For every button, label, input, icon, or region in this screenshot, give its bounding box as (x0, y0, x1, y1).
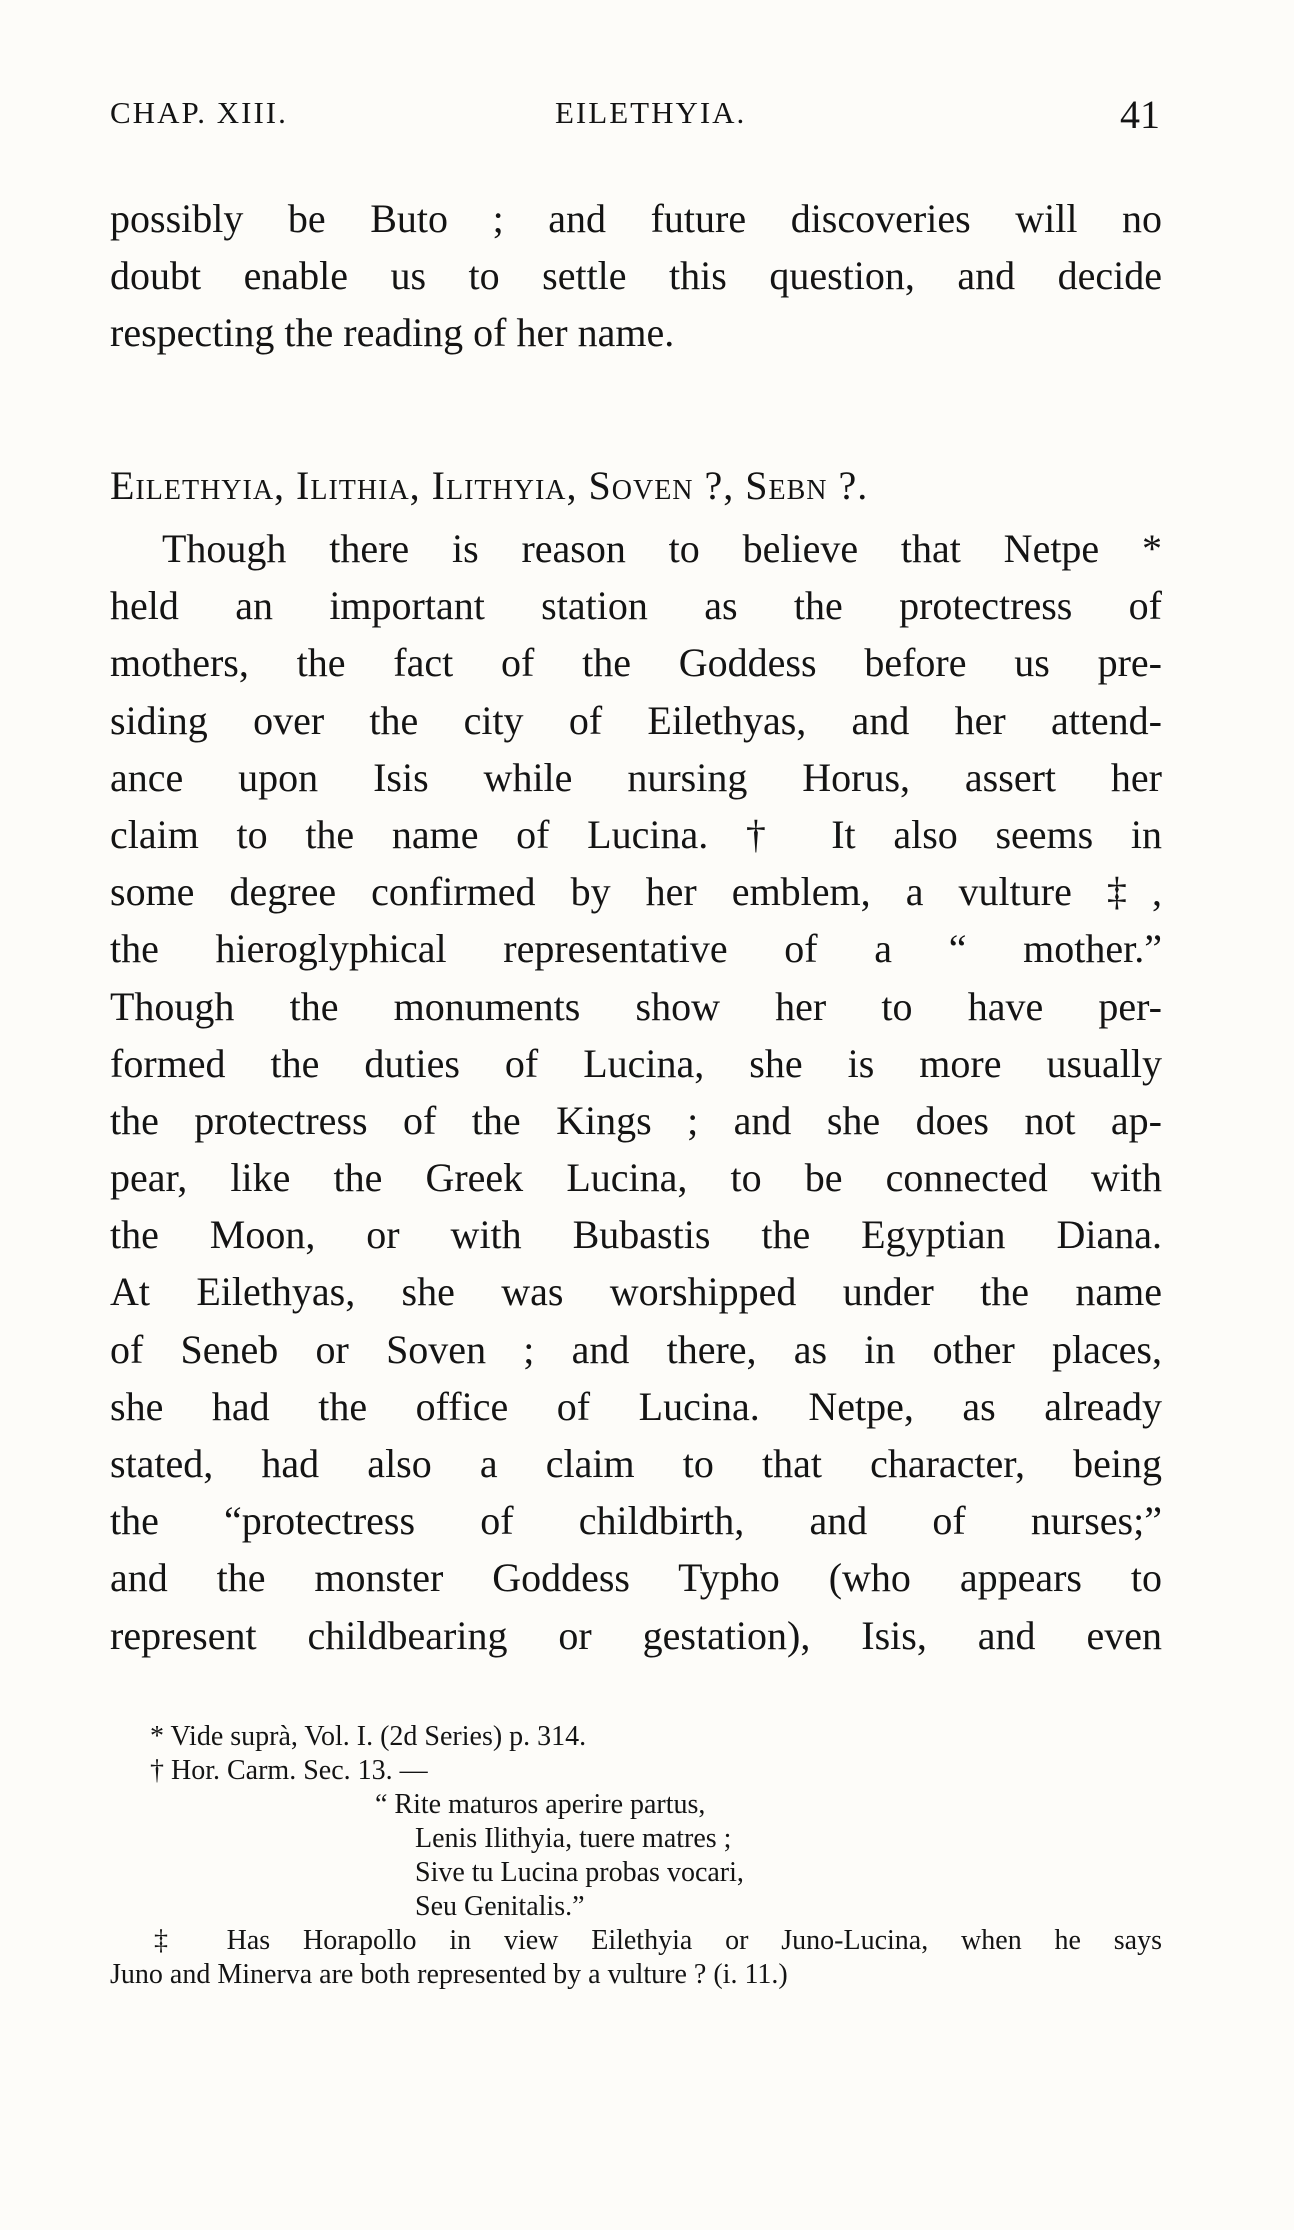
footnote-dagger: † Hor. Carm. Sec. 13. — (150, 1755, 428, 1786)
text-line: the hieroglyphical representative of a “ mother.” (110, 926, 1162, 972)
section-heading: Eilethyia, Ilithia, Ilithyia, Soven ?, Sebn ?. (110, 463, 869, 508)
text-line: ance upon Isis while nursing Horus, assert her (110, 754, 1162, 800)
verse-line: Sive tu Lucina probas vocari, (415, 1857, 744, 1888)
text-line: possibly be Buto ; and future discoveries will no (110, 196, 1162, 241)
text-line: she had the office of Lucina. Netpe, as already (110, 1383, 1162, 1429)
text-line: Though the monuments show her to have per- (110, 983, 1162, 1029)
text-line: Though there is reason to believe that Netpe * (162, 526, 1162, 571)
paragraph-main (110, 520, 1162, 1664)
text-line: held an important station as the protectress of (110, 583, 1162, 629)
text-line: stated, had also a claim to that character, being (110, 1441, 1162, 1486)
text-line: of Seneb or Soven ; and there, as in other places, (110, 1326, 1162, 1372)
chapter-label: CHAP. XIII. (110, 95, 288, 130)
text-line: siding over the city of Eilethyas, and her attend- (110, 697, 1162, 743)
text-line: claim to the name of Lucina. † It also seems in (110, 811, 1162, 857)
running-head (110, 92, 1160, 145)
text-line: the “protectress of childbirth, and of nurses;” (110, 1498, 1162, 1544)
footnote-double-dagger-continued: Juno and Minerva are both represented by a vulture ? (i. 11.) (110, 1959, 788, 1990)
text-line: and the monster Goddess Typho (who appears to (110, 1555, 1162, 1601)
paragraph-continuation (110, 190, 1162, 362)
verse-line: “ Rite maturos aperire partus, (375, 1789, 706, 1820)
verse-line: Seu Genitalis.” (415, 1891, 585, 1922)
footnote-double-dagger: ‡ Has Horapollo in view Eilethyia or Juno-Lucina, when he says (154, 1925, 1162, 1956)
text-line: some degree confirmed by her emblem, a vulture ‡, (110, 869, 1162, 915)
footnote-star: * Vide suprà, Vol. I. (2d Series) p. 314. (150, 1721, 587, 1752)
text-line: doubt enable us to settle this question, and decide (110, 253, 1162, 299)
page-number: 41 (1120, 92, 1160, 137)
text-line: pear, like the Greek Lucina, to be connected with (110, 1155, 1162, 1201)
text-line: formed the duties of Lucina, she is more usually (110, 1040, 1162, 1086)
running-title: EILETHYIA. (555, 95, 747, 130)
text-line: At Eilethyas, she was worshipped under the name (110, 1269, 1162, 1315)
text-line: mothers, the fact of the Goddess before us pre- (110, 640, 1162, 686)
verse-line: Lenis Ilithyia, tuere matres ; (415, 1823, 732, 1854)
text-line: respecting the reading of her name. (110, 310, 675, 356)
text-line: the protectress of the Kings ; and she does not ap- (110, 1097, 1162, 1143)
footnotes (110, 1720, 1162, 1992)
text-line: represent childbearing or gestation), Isis, and even (110, 1612, 1162, 1658)
text-line: the Moon, or with Bubastis the Egyptian Diana. (110, 1212, 1162, 1258)
